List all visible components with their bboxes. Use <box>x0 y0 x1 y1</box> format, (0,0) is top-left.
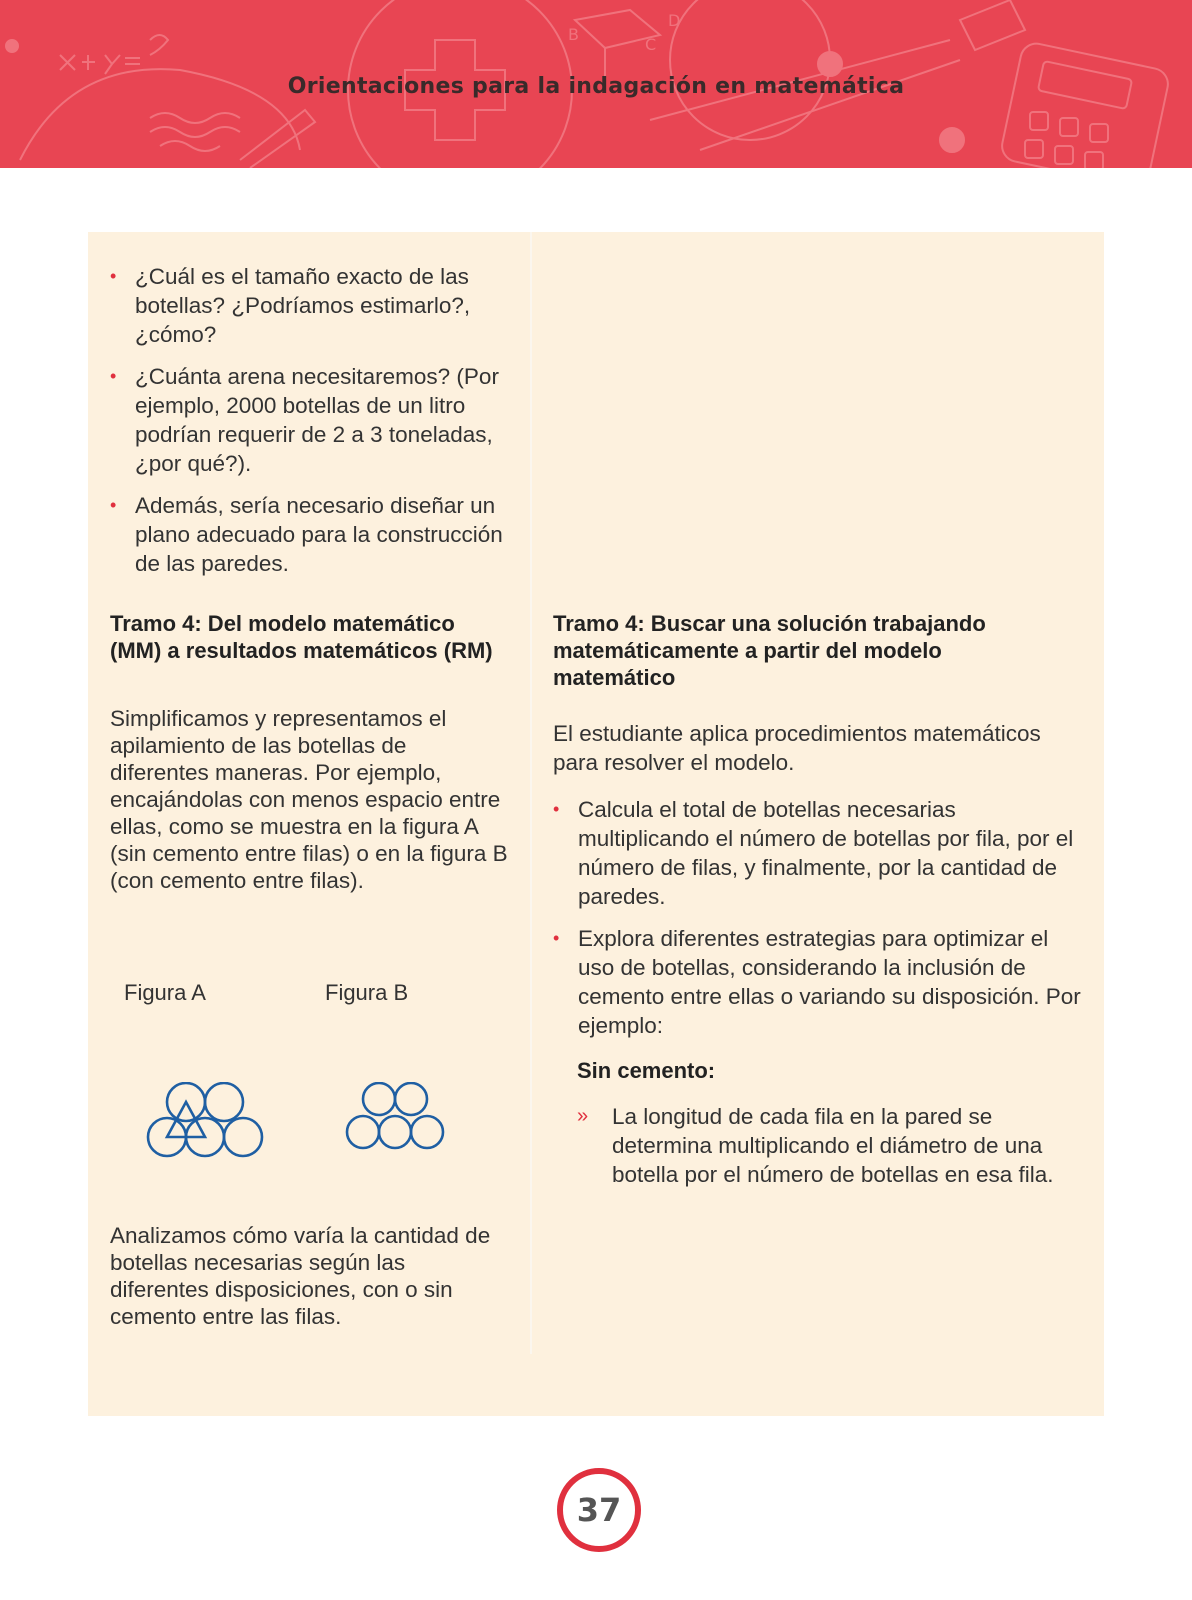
right-intro <box>553 719 1053 777</box>
question-list <box>110 262 510 578</box>
subheading: Sin cemento: <box>577 1058 716 1083</box>
procedure-list <box>553 795 1088 1040</box>
svg-text:D: D <box>668 11 681 30</box>
double-chevron-icon: » <box>577 1105 589 1127</box>
section-heading: Tramo 4: Buscar una solución trabajando matemáticamente a partir del modelo matemático <box>553 611 986 690</box>
list-item: • ¿Cuánta arena necesitaremos? (Por ejemplo, 2000 botellas de un litro podrían requerir de 2 a 3 toneladas, ¿por qué?). <box>110 364 499 476</box>
paragraph: El estudiante aplica procedimientos matemáticos para resolver el modelo. <box>553 721 1041 775</box>
bullet-icon: • <box>553 799 560 819</box>
bullet-icon: • <box>110 266 117 286</box>
figure-b-label: Figura B <box>325 980 409 1005</box>
figure-a-label: Figura A <box>124 980 206 1005</box>
left-column <box>110 262 510 591</box>
sub-list <box>577 1102 1077 1189</box>
page-number-badge <box>555 1466 643 1554</box>
right-bullets <box>553 795 1088 1053</box>
page-header <box>0 0 1192 168</box>
left-paragraph-1 <box>110 705 510 894</box>
list-item: • Calcula el total de botellas necesarias multiplicando el número de botellas por fila, por el número de filas, y finalmente, por la cantidad de paredes. <box>553 797 1074 909</box>
section-heading: Tramo 4: Del modelo matemático (MM) a resultados matemáticos (RM) <box>110 611 493 663</box>
bullet-icon: • <box>110 495 117 515</box>
column-divider <box>530 232 532 1354</box>
left-section <box>110 610 510 664</box>
figure-a-circles <box>140 1082 275 1160</box>
list-item: • Además, sería necesario diseñar un plano adecuado para la construcción de las paredes. <box>110 493 503 576</box>
svg-text:B: B <box>568 25 579 44</box>
bullet-icon: • <box>110 366 117 386</box>
paragraph: Simplificamos y representamos el apilamiento de las botellas de diferentes maneras. Por ejemplo, encajándolas con menos espacio entre ellas, como se muestra en la figura A (sin cemento entre filas) o en la figura B (con cemento entre filas). <box>110 706 508 893</box>
svg-text:C: C <box>645 35 657 54</box>
list-item: » La longitud de cada fila en la pared se determina multiplicando el diámetro de una botella por el número de botellas en esa fila. <box>577 1104 1054 1187</box>
page-number: 37 <box>576 1491 622 1529</box>
paragraph: Analizamos cómo varía la cantidad de botellas necesarias según las diferentes disposiciones, con o sin cemento entre las filas. <box>110 1223 491 1329</box>
left-paragraph-2 <box>110 1222 510 1330</box>
right-section <box>553 610 1053 691</box>
header-title: Orientaciones para la indagación en matemática <box>287 74 905 99</box>
figure-b-circles <box>342 1082 450 1152</box>
bullet-icon: • <box>553 928 560 948</box>
list-item: • Explora diferentes estrategias para optimizar el uso de botellas, considerando la inclusión de cemento entre ellas o variando su disposición. Por ejemplo: <box>553 926 1081 1038</box>
list-item: • ¿Cuál es el tamaño exacto de las botellas? ¿Podríamos estimarlo?, ¿cómo? <box>110 264 471 347</box>
